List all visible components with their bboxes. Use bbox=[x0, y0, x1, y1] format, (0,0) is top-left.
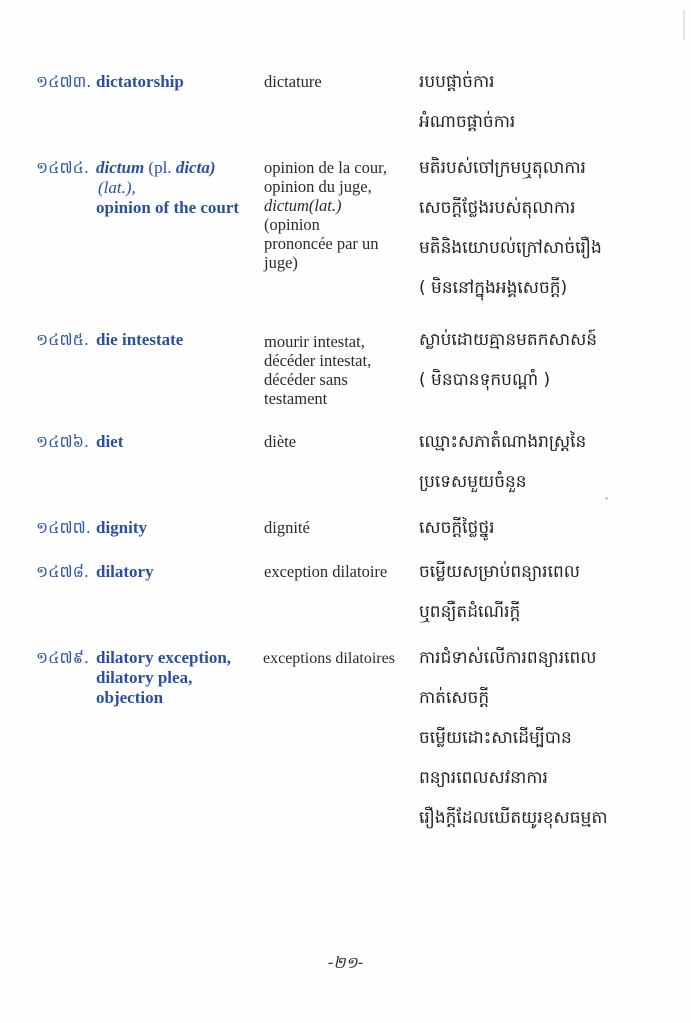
khmer-line: ចម្លើយសម្រាប់ពន្យារពេល bbox=[419, 562, 580, 582]
french-line: (opinion bbox=[264, 215, 320, 234]
french-term bbox=[264, 158, 420, 272]
french-line: décéder sans bbox=[264, 370, 348, 389]
french-term: exceptions dilatoires bbox=[263, 650, 395, 667]
scan-speck bbox=[683, 10, 685, 40]
khmer-line: មតិនិងយោបល់ក្រៅសាច់រឿង bbox=[419, 238, 602, 258]
latin-marker: (lat.), bbox=[98, 178, 136, 197]
khmer-line: សេចក្តីថ្លៃថ្នូរ bbox=[419, 518, 495, 538]
french-line: juge) bbox=[264, 253, 298, 272]
khmer-line: ឬពន្យឺតដំណើរក្តី bbox=[419, 602, 521, 622]
english-term bbox=[96, 158, 256, 218]
english-term: die intestate bbox=[96, 330, 184, 349]
french-line: mourir intestat, bbox=[264, 332, 365, 351]
entry-number: ១៤៧៦. bbox=[36, 432, 89, 451]
khmer-line: រឿងក្តីដែលឃើតយូរខុសធម្មតា bbox=[419, 808, 608, 828]
plural-open: ( bbox=[144, 158, 155, 177]
french-term: diète bbox=[264, 432, 297, 451]
french-line: testament bbox=[264, 389, 328, 408]
khmer-line: ប្រទេសមួយចំនួន bbox=[419, 472, 527, 492]
entry-number: ១៤៧៣. bbox=[36, 72, 92, 91]
scan-speck bbox=[605, 497, 608, 500]
khmer-definition bbox=[419, 158, 689, 318]
entry-number: ១៤៧៥. bbox=[36, 330, 89, 349]
entry-number: ១៤៧៨. bbox=[36, 562, 89, 581]
english-term-line: dilatory exception, bbox=[96, 648, 232, 667]
english-term: dictatorship bbox=[96, 72, 184, 91]
khmer-line: អំណាចផ្តាច់ការ bbox=[419, 112, 516, 132]
khmer-definition bbox=[419, 518, 689, 558]
english-term-line: objection bbox=[96, 688, 164, 707]
khmer-line: ( មិនបានទុកបណ្តាំ ) bbox=[419, 370, 551, 390]
khmer-line: ពន្យារពេលសវនាការ bbox=[419, 768, 548, 788]
khmer-line: ឈ្មោះសភាតំណាងរាស្ត្រនៃ bbox=[419, 432, 587, 452]
english-term-extra: opinion of the court bbox=[96, 198, 240, 217]
french-term: dictature bbox=[264, 72, 322, 91]
english-term: diet bbox=[96, 432, 124, 451]
entry-number: ១៤៧៤. bbox=[36, 158, 89, 177]
entry-number: ១៤៧៩. bbox=[36, 648, 89, 667]
french-line: dictum(lat.) bbox=[264, 196, 342, 215]
khmer-line: មតិរបស់ចៅក្រមឬតុលាការ bbox=[419, 158, 586, 178]
french-term: exception dilatoire bbox=[264, 562, 388, 581]
khmer-line: ការជំទាស់លើការពន្យារពេល bbox=[419, 648, 597, 668]
khmer-line: កាត់សេចក្តី bbox=[419, 688, 490, 708]
plural-form: dicta) bbox=[171, 158, 216, 177]
french-line: opinion du juge, bbox=[264, 177, 372, 196]
khmer-line: របបផ្តាច់ការ bbox=[419, 72, 495, 92]
khmer-line: ( មិននៅក្នុងអង្គសេចក្តី) bbox=[419, 278, 568, 298]
khmer-definition bbox=[419, 72, 689, 152]
english-term: dilatory bbox=[96, 562, 154, 581]
entry-number: ១៤៧៧. bbox=[36, 518, 91, 537]
english-term: dignity bbox=[96, 518, 148, 537]
french-line: opinion de la cour, bbox=[264, 158, 388, 177]
term-headword: dictum bbox=[96, 158, 145, 177]
plural-abbr: pl. bbox=[154, 158, 172, 177]
english-term-line: dilatory plea, bbox=[96, 668, 193, 687]
french-line: prononcée par un bbox=[264, 234, 379, 253]
french-term bbox=[264, 332, 420, 408]
khmer-definition bbox=[419, 562, 689, 642]
khmer-line: ស្លាប់ដោយគ្មានមតកសាសន៍ bbox=[419, 330, 598, 350]
khmer-definition bbox=[419, 648, 689, 848]
khmer-line: ចម្លើយដោះសាដើម្បីបាន bbox=[419, 728, 572, 748]
french-term: dignité bbox=[264, 518, 310, 537]
khmer-line: សេចក្តីថ្លែងរបស់តុលាការ bbox=[419, 198, 576, 218]
page-number: -២១- bbox=[327, 953, 364, 972]
english-term-line bbox=[96, 158, 256, 178]
english-term bbox=[96, 648, 256, 708]
khmer-definition bbox=[419, 330, 689, 410]
khmer-definition bbox=[419, 432, 689, 512]
french-line: décéder intestat, bbox=[264, 351, 372, 370]
